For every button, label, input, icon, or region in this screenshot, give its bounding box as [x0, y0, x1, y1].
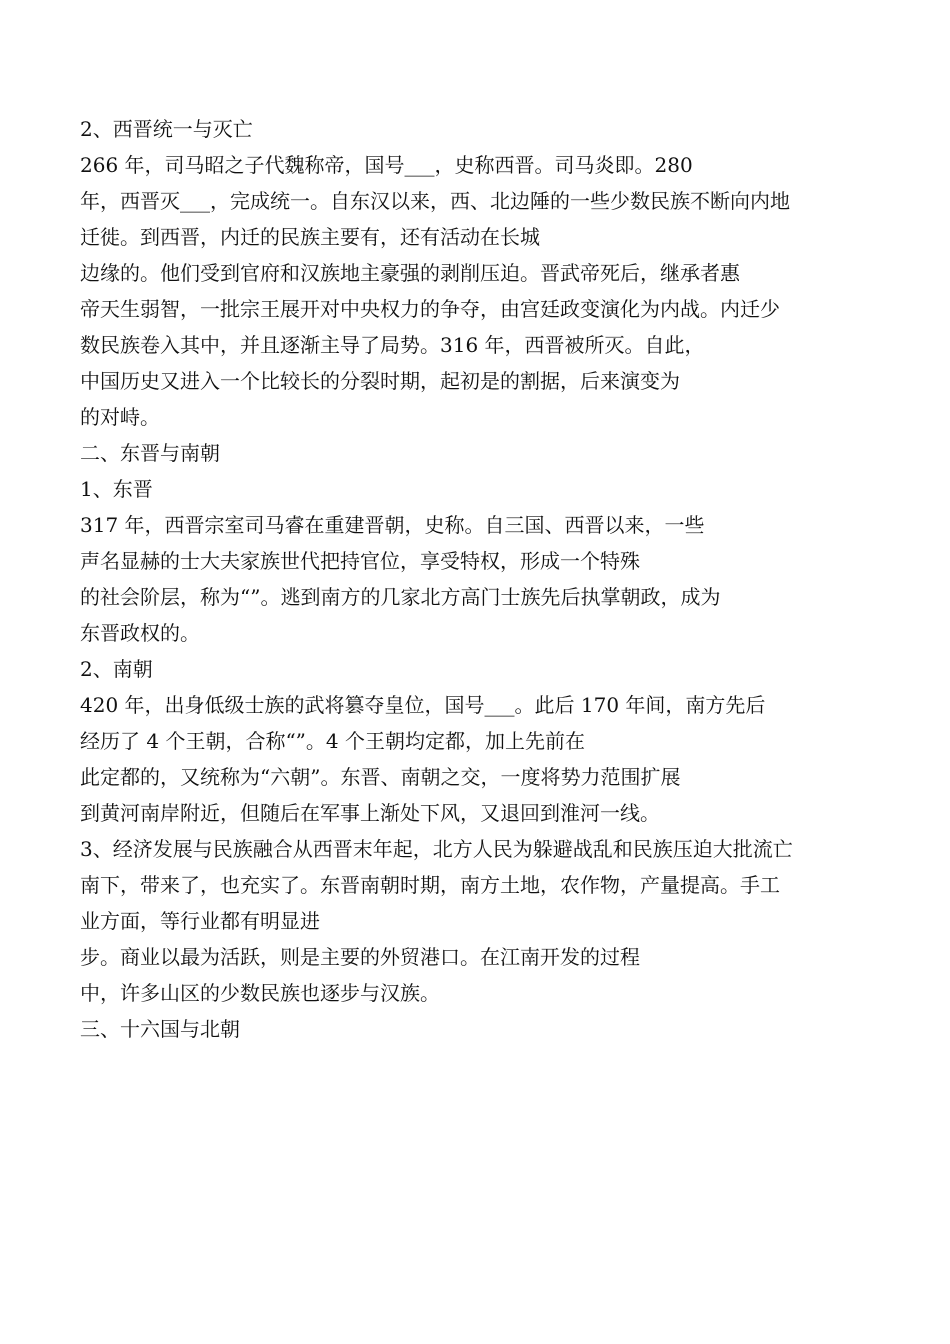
heading-western-jin: 2、西晋统一与灭亡: [80, 117, 253, 141]
text-line: 边缘的。他们受到官府和汉族地主豪强的剥削压迫。晋武帝死后，继承者惠: [80, 261, 740, 285]
text-line: 420 年，出身低级士族的武将篡夺皇位，国号___。此后 170 年间，南方先后: [80, 693, 766, 717]
heading-sixteen-kingdoms-northern-dynasties: 三、十六国与北朝: [80, 1017, 240, 1041]
text-line: 中，许多山区的少数民族也逐步与汉族。: [80, 981, 440, 1005]
text-line: 声名显赫的士大夫家族世代把持官位，享受特权，形成一个特殊: [80, 549, 640, 573]
heading-southern-dynasties: 2、南朝: [80, 657, 153, 681]
text-line: 数民族卷入其中，并且逐渐主导了局势。316 年，西晋被所灭。自此，: [80, 333, 705, 357]
text-line: 东晋政权的。: [80, 621, 200, 645]
text-line: 的对峙。: [80, 405, 160, 429]
text-line: 帝天生弱智，一批宗王展开对中央权力的争夺，由宫廷政变演化为内战。内迁少: [80, 297, 780, 321]
text-line: 此定都的，又统称为“六朝”。东晋、南朝之交，一度将势力范围扩展: [80, 765, 681, 789]
text-line: 的社会阶层，称为“”。逃到南方的几家北方高门士族先后执掌朝政，成为: [80, 585, 721, 609]
text-line: 步。商业以最为活跃，则是主要的外贸港口。在江南开发的过程: [80, 945, 640, 969]
text-line: 317 年，西晋宗室司马睿在重建晋朝，史称。自三国、西晋以来，一些: [80, 513, 705, 537]
text-line: 中国历史又进入一个比较长的分裂时期，起初是的割据，后来演变为: [80, 369, 680, 393]
text-line: 到黄河南岸附近，但随后在军事上渐处下风，又退回到淮河一线。: [80, 801, 660, 825]
text-line: 年，西晋灭___，完成统一。自东汉以来，西、北边陲的一些少数民族不断向内地: [80, 189, 790, 213]
heading-eastern-jin: 1、东晋: [80, 477, 153, 501]
text-line: 经历了 4 个王朝，合称“”。4 个王朝均定都，加上先前在: [80, 729, 585, 753]
heading-eastern-jin-southern-dynasties: 二、东晋与南朝: [80, 441, 220, 465]
document-body: [80, 111, 880, 1047]
text-line: 266 年，司马昭之子代魏称帝，国号___，史称西晋。司马炎即。280: [80, 153, 693, 177]
text-line: 业方面，等行业都有明显进: [80, 909, 320, 933]
heading-economy-ethnic-integration: 3、经济发展与民族融合从西晋末年起，北方人民为躲避战乱和民族压迫大批流亡: [80, 837, 793, 861]
text-line: 南下，带来了，也充实了。东晋南朝时期，南方土地，农作物，产量提高。手工: [80, 873, 780, 897]
text-line: 迁徙。到西晋，内迁的民族主要有，还有活动在长城: [80, 225, 540, 249]
